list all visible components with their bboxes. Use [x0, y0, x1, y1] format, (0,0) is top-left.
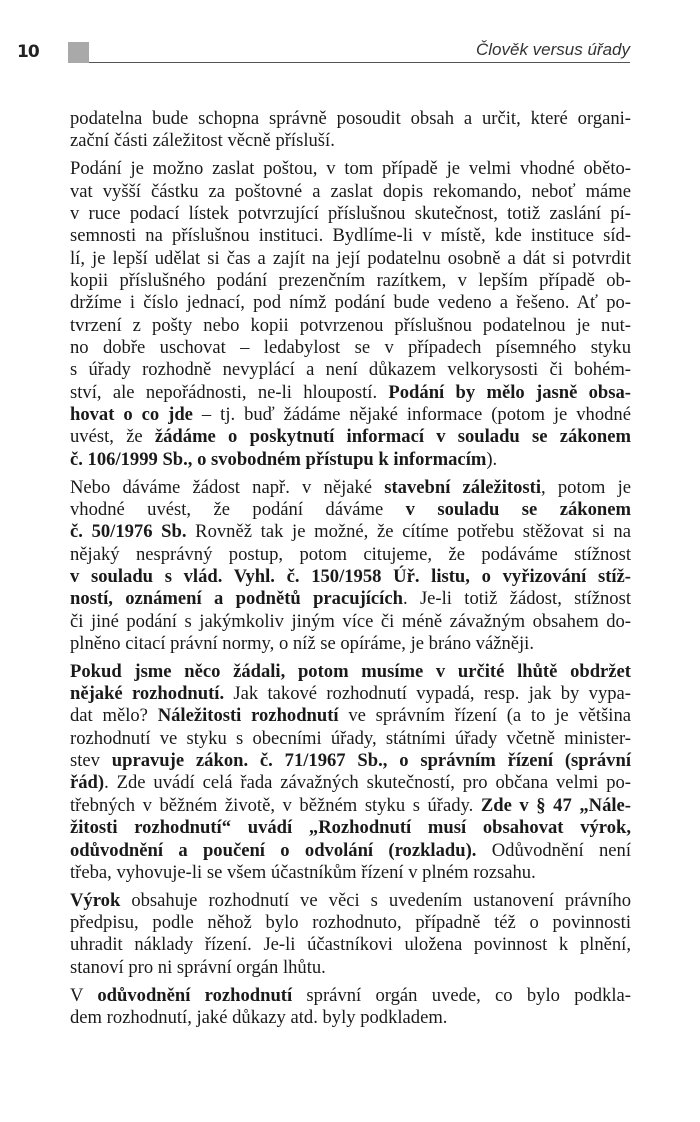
text-run: Podání je možno zaslat poštou, v tom případě je velmi vhodné oběto- — [70, 158, 631, 180]
text-line — [70, 544, 631, 566]
page-number: 10 — [17, 42, 39, 62]
text-run: . Zde uvádí celá řada závažných skutečností, pro občana velmi po- — [104, 772, 631, 794]
text-run: třeba, vyhovuje-li se všem účastníkům řízení v plném rozsahu. — [70, 861, 536, 883]
text-run: plněno citací právní normy, o níž se opíráme, je bráno vážněji. — [70, 632, 534, 654]
bold-text: upravuje zákon. č. 71/1967 Sb., o správním řízení (správní — [111, 750, 631, 772]
text-line — [70, 270, 631, 292]
text-line — [70, 750, 631, 772]
header-rule — [89, 62, 630, 63]
text-line — [70, 633, 631, 655]
text-run: předpisu, podle něhož bylo rozhodnuto, případně též o povinnosti — [70, 912, 631, 934]
text-run: stev — [70, 750, 112, 772]
bold-text: v souladu se zákonem — [405, 498, 631, 520]
text-run: no dobře uschovat – ledabylost se v případech písemného styku — [70, 336, 631, 358]
text-line — [70, 985, 631, 1007]
text-line — [70, 108, 631, 130]
text-line — [70, 566, 631, 588]
text-run: vat vyšší částku za poštovné a zaslat dopis rekomando, neboť máme — [70, 180, 631, 202]
bold-text: řád) — [70, 772, 105, 794]
text-run: dat mělo? — [70, 705, 158, 727]
bold-text: v souladu s vlád. Vyhl. č. 150/1958 Úř. listu, o vyřizování stíž- — [70, 565, 631, 587]
text-run: V — [70, 984, 98, 1006]
text-line — [70, 449, 631, 471]
paragraph — [70, 890, 631, 979]
text-line — [70, 890, 631, 912]
text-line — [70, 203, 631, 225]
text-run: třebných v běžném životě, v běžném styku s úřady. — [70, 794, 481, 816]
bold-text: Náležitosti rozhodnutí — [157, 705, 339, 727]
text-run: Rovněž tak je možné, že cítíme potřebu stěžovat si na — [186, 521, 631, 543]
text-line — [70, 158, 631, 180]
text-line — [70, 248, 631, 270]
bold-text: stavební záležitosti — [384, 476, 542, 498]
text-run: lí, je lepší udělat si čas a zajít na její podatelnu osobně a dát si potvrdit — [70, 247, 631, 269]
text-run: tvrzení z pošty nebo kopii potvrzenou příslušnou podatelnou je nut- — [70, 314, 631, 336]
paragraph — [70, 985, 631, 1030]
text-run: Odůvodnění není — [476, 839, 632, 861]
bold-text: hovat o co jde — [70, 403, 193, 425]
text-line — [70, 728, 631, 750]
text-run: nějaký nesprávný postup, potom citujeme, že podáváme stížnost — [70, 543, 631, 565]
running-title: Člověk versus úřady — [475, 40, 630, 59]
paragraph — [70, 661, 631, 884]
text-line — [70, 817, 631, 839]
text-line — [70, 292, 631, 314]
text-run: správní orgán uvede, co bylo podkla- — [292, 984, 631, 1006]
text-line — [70, 661, 631, 683]
bold-text: ností, oznámení a podnětů pracujících — [70, 588, 403, 610]
text-line — [70, 912, 631, 934]
text-line — [70, 337, 631, 359]
text-line — [70, 499, 631, 521]
header-marker-box — [68, 42, 89, 63]
text-run: s úřady rozhodně nevyplácí a není důkazem velkorysosti či bohém- — [70, 359, 631, 381]
paragraph — [70, 477, 631, 656]
bold-text: č. 106/1999 Sb., o svobodném přístupu k informacím — [70, 448, 487, 470]
text-line — [70, 426, 631, 448]
text-run: zační části záležitost věcně přísluší. — [70, 130, 335, 152]
text-run: – tj. buď žádáme nějaké informace (potom je vhodné — [192, 403, 631, 425]
text-run: stanoví pro ni správní orgán lhůtu. — [70, 956, 326, 978]
bold-text: Výrok — [70, 889, 121, 911]
text-line — [70, 840, 631, 862]
text-run: , potom je — [541, 476, 631, 498]
text-line — [70, 477, 631, 499]
text-line — [70, 705, 631, 727]
text-run: či jiné podání s jakýmkoliv jiným více či méně závažným obsahem do- — [70, 610, 631, 632]
text-line — [70, 1007, 631, 1029]
text-run: dem rozhodnutí, jaké důkazy atd. byly podkladem. — [70, 1006, 448, 1028]
text-run: Nebo dáváme žádost např. v nějaké — [70, 476, 385, 498]
bold-text: Pokud jsme něco žádali, potom musíme v určité lhůtě obdržet — [70, 660, 631, 682]
bold-text: žádáme o poskytnutí informací v souladu se zákonem — [154, 426, 631, 448]
bold-text: odůvodnění a poučení o odvolání (rozkladu). — [70, 839, 477, 861]
text-run: rozhodnutí ve styku s obecními úřady, státními úřady včetně minister- — [70, 727, 631, 749]
text-line — [70, 181, 631, 203]
text-run: ). — [486, 448, 498, 470]
text-line — [70, 521, 631, 543]
text-line — [70, 225, 631, 247]
text-line — [70, 957, 631, 979]
text-line — [70, 359, 631, 381]
text-line — [70, 382, 631, 404]
text-line — [70, 683, 631, 705]
text-line — [70, 772, 631, 794]
text-run: uhradit náklady řízení. Je-li účastníkovi uložena povinnost k plnění, — [70, 934, 631, 956]
text-line — [70, 588, 631, 610]
text-run: držíme i číslo jednací, pod nímž podání bude vedeno a řešeno. Ať po- — [70, 292, 631, 314]
body-text — [70, 108, 631, 1035]
text-line — [70, 862, 631, 884]
text-run: uvést, že — [70, 426, 155, 448]
text-run: podatelna bude schopna správně posoudit obsah a určit, které organi- — [70, 108, 631, 129]
bold-text: odůvodnění rozhodnutí — [97, 984, 293, 1006]
paragraph — [70, 158, 631, 471]
bold-text: nějaké rozhodnutí. — [70, 683, 225, 705]
text-run: . Je-li totiž žádost, stížnost — [402, 588, 631, 610]
text-line — [70, 315, 631, 337]
bold-text: č. 50/1976 Sb. — [70, 521, 187, 543]
text-run: ve správním řízení (a to je většina — [338, 705, 632, 727]
bold-text: Podání by mělo jasně obsa- — [388, 381, 631, 403]
text-run: vhodné uvést, že podání dáváme — [70, 498, 406, 520]
text-line — [70, 934, 631, 956]
text-run: Jak takové rozhodnutí vypadá, resp. jak by vypa- — [224, 683, 631, 705]
bold-text: žitosti rozhodnutí“ uvádí „Rozhodnutí musí obsahovat výrok, — [70, 817, 631, 839]
text-run: semnosti na příslušnou instituci. Bydlíme-li v místě, kde instituce síd- — [70, 225, 631, 247]
text-line — [70, 404, 631, 426]
text-run: kopii příslušného podání prezenčním razítkem, v lepším případě ob- — [70, 269, 631, 291]
bold-text: Zde v § 47 „Nále- — [480, 794, 631, 816]
text-run: v ruce podací lístek potvrzující příslušnou skutečnost, totiž zaslání pí- — [70, 202, 631, 224]
text-line — [70, 795, 631, 817]
text-line — [70, 611, 631, 633]
text-run: obsahuje rozhodnutí ve věci s uvedením ustanovení právního — [120, 889, 631, 911]
paragraph — [70, 108, 631, 153]
text-line — [70, 130, 631, 152]
text-run: ství, ale nepořádnosti, ne-li hloupostí. — [70, 381, 389, 403]
